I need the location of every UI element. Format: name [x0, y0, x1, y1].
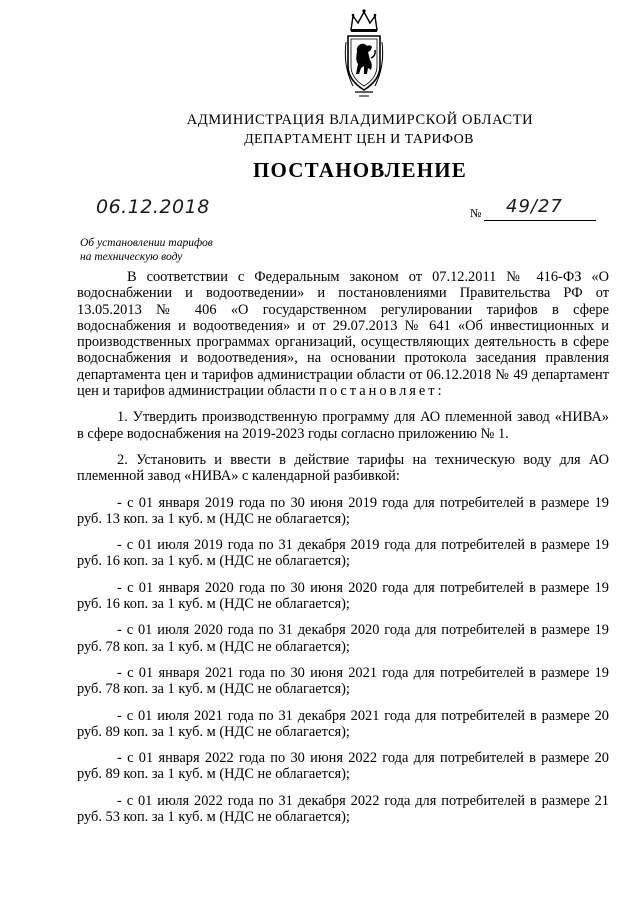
tariff-item: - с 01 июля 2021 года по 31 декабря 2021 года для потребителей в размере 20 руб. 89 коп. за 1 куб. м (НДС не облагается);: [77, 707, 609, 740]
department-name: ДЕПАРТАМЕНТ ЦЕН И ТАРИФОВ: [244, 132, 474, 147]
number-sign: №: [470, 206, 482, 220]
number-underline: [484, 220, 596, 221]
subject-line: Об установлении тарифов: [80, 237, 213, 249]
tariff-item: - с 01 июля 2022 года по 31 декабря 2022 года для потребителей в размере 21 руб. 53 коп. за 1 куб. м (НДС не облагается);: [77, 792, 609, 826]
document-number-block: [470, 198, 610, 224]
tariff-item: - с 01 января 2019 года по 30 июня 2019 года для потребителей в размере 19 руб. 13 коп. за 1 куб. м (НДС не облагается);: [77, 494, 609, 527]
preamble-text: В соответствии с Федеральным законом от 07.12.2011 № 416-ФЗ «О водоснабжении и водоотведении» и постановлениями Правительства РФ от 13.05.2013 № 406 «О государственном регулировании тарифов в сфере водоснабжения и водоотведения» и от 29.07.2013 № 641 «Об инвестиционных и производственных программах организаций, осуществляющих деятельность в сфере водоснабжения и водоотведения», на основании протокола заседания правления департамента цен и тарифов администрации области от 06.12.2018 № 49 департамент цен и тарифов администрации области: [77, 269, 609, 400]
document-subject: [80, 236, 213, 264]
organization-name: АДМИНИСТРАЦИЯ ВЛАДИМИРСКОЙ ОБЛАСТИ: [186, 112, 534, 128]
preamble-paragraph: [77, 269, 609, 399]
tariff-item: - с 01 января 2022 года по 30 июня 2022 года для потребителей в размере 20 руб. 89 коп. за 1 куб. м (НДС не облагается);: [77, 750, 609, 783]
tariff-item: - с 01 января 2021 года по 30 июня 2021 года для потребителей в размере 19 руб. 78 коп. за 1 куб. м (НДС не облагается);: [77, 664, 609, 698]
tariff-item: - с 01 января 2020 года по 30 июня 2020 года для потребителей в размере 19 руб. 16 коп. за 1 куб. м (НДС не облагается);: [77, 579, 609, 613]
subject-line: на техническую воду: [80, 251, 183, 263]
tariff-item: - с 01 июля 2019 года по 31 декабря 2019 года для потребителей в размере 19 руб. 16 коп. за 1 куб. м (НДС не облагается);: [77, 537, 609, 570]
clause-1: 1. Утвердить производственную программу для АО племенной завод «НИВА» в сфере водоснабжения на 2019-2023 годы согласно приложению № 1.: [77, 409, 609, 442]
tariff-item: - с 01 июля 2020 года по 31 декабря 2020 года для потребителей в размере 19 руб. 78 коп. за 1 куб. м (НДС не облагается);: [77, 622, 609, 655]
coat-of-arms-emblem: [343, 8, 385, 100]
clause-2: 2. Установить и ввести в действие тарифы на техническую воду для АО племенной завод «НИВА» с календарной разбивкой:: [77, 451, 609, 485]
document-number: 49/27: [506, 196, 563, 217]
resolves-word: постановляет:: [319, 383, 445, 400]
document-type-title: ПОСТАНОВЛЕНИЕ: [252, 158, 468, 182]
document-date: 06.12.2018: [96, 196, 210, 218]
document-body: [77, 269, 609, 825]
